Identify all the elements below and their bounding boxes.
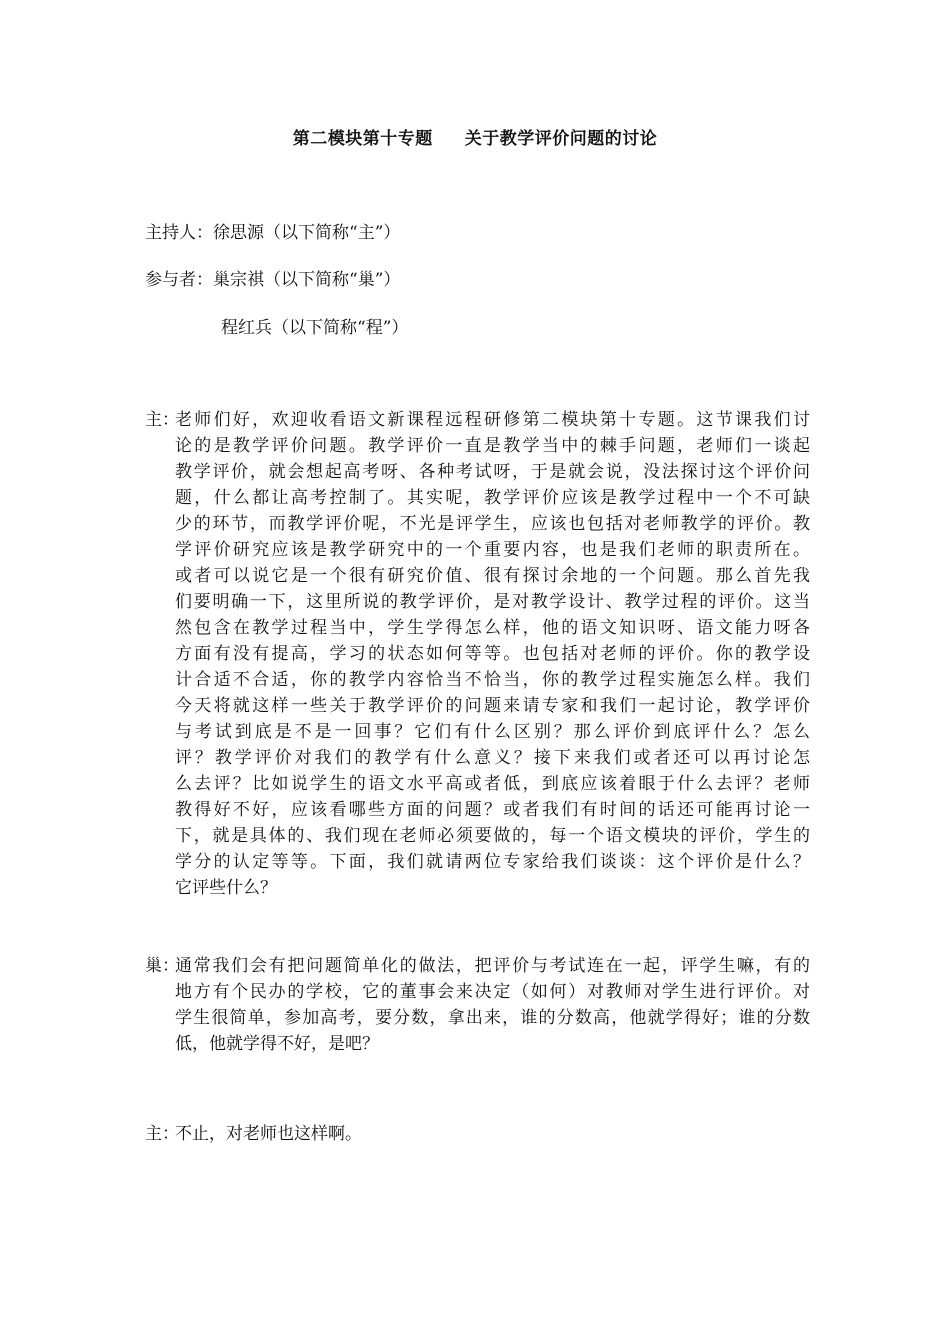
speech-line: 老师们好，欢迎收看语文新课程远程研修第二模块第十专题。这节课我们讨 bbox=[175, 410, 810, 430]
speech-line: 下，就是具体的、我们现在老师必须要做的，每一个语文模块的评价，学生的 bbox=[175, 826, 810, 846]
speech-line: 地方有个民办的学校，它的董事会来决定（如何）对教师对学生进行评价。对 bbox=[175, 982, 810, 1002]
document-title bbox=[0, 124, 950, 149]
speaker-label: 主： bbox=[145, 410, 179, 430]
host-line: 主持人：徐思源（以下简称“主”） bbox=[145, 223, 401, 243]
participant-line-1: 参与者：巢宗祺（以下简称“巢”） bbox=[145, 270, 401, 290]
speech-line: 今天将就这样一些关于教学评价的问题来请专家和我们一起讨论，教学评价 bbox=[175, 696, 810, 716]
speech-block-3 bbox=[145, 1121, 810, 1147]
speech-line: 们要明确一下，这里所说的教学评价，是对教学设计、教学过程的评价。这当 bbox=[175, 592, 810, 612]
speaker-label: 主： bbox=[145, 1124, 179, 1144]
speech-line: 论的是教学评价问题。教学评价一直是教学当中的棘手问题，老师们一谈起 bbox=[175, 436, 810, 456]
speech-text bbox=[175, 407, 810, 901]
speech-line: 学分的认定等等。下面，我们就请两位专家给我们谈谈：这个评价是什么？ bbox=[175, 852, 810, 872]
speech-line: 与考试到底是不是一回事？它们有什么区别？那么评价到底评什么？怎么 bbox=[175, 722, 810, 742]
speech-line: 题，什么都让高考控制了。其实呢，教学评价应该是教学过程中一个不可缺 bbox=[175, 488, 810, 508]
speech-line: 少的环节，而教学评价呢，不光是评学生，应该也包括对老师教学的评价。教 bbox=[175, 514, 810, 534]
speech-line: 评？教学评价对我们的教学有什么意义？接下来我们或者还可以再讨论怎 bbox=[175, 748, 810, 768]
speech-line: 么去评？比如说学生的语文水平高或者低，到底应该着眼于什么去评？老师 bbox=[175, 774, 810, 794]
speech-line: 方面有没有提高，学习的状态如何等等。也包括对老师的评价。你的教学设 bbox=[175, 644, 810, 664]
speech-line: 教得好不好，应该看哪些方面的问题？或者我们有时间的话还可能再讨论一 bbox=[175, 800, 810, 820]
speech-text bbox=[175, 953, 810, 1057]
speech-line: 计合适不合适，你的教学内容恰当不恰当，你的教学过程实施怎么样。我们 bbox=[175, 670, 810, 690]
speech-block-2 bbox=[145, 953, 810, 1057]
speech-line: 它评些什么？ bbox=[175, 878, 277, 898]
speech-line: 不止，对老师也这样啊。 bbox=[175, 1124, 362, 1144]
speech-line: 教学评价，就会想起高考呀、各种考试呀，于是就会说，没法探讨这个评价问 bbox=[175, 462, 810, 482]
speech-line: 通常我们会有把问题简单化的做法，把评价与考试连在一起，评学生嘛，有的 bbox=[175, 956, 810, 976]
title-part-1: 第二模块第十专题 bbox=[292, 129, 433, 149]
speech-line: 低，他就学得不好，是吧？ bbox=[175, 1034, 379, 1054]
speech-block-1 bbox=[145, 407, 810, 901]
speaker-label: 巢： bbox=[145, 956, 179, 976]
speech-text bbox=[175, 1121, 810, 1147]
speech-line: 然包含在教学过程当中，学生学得怎么样，他的语文知识呀、语文能力呀各 bbox=[175, 618, 810, 638]
title-part-2: 关于教学评价问题的讨论 bbox=[464, 129, 658, 149]
speech-line: 或者可以说它是一个很有研究价值、很有探讨余地的一个问题。那么首先我 bbox=[175, 566, 810, 586]
speech-line: 学评价研究应该是教学研究中的一个重要内容，也是我们老师的职责所在。 bbox=[175, 540, 810, 560]
participant-line-2: 程红兵（以下简称“程”） bbox=[221, 318, 409, 338]
speech-line: 学生很简单，参加高考，要分数，拿出来，谁的分数高，他就学得好；谁的分数 bbox=[175, 1008, 810, 1028]
